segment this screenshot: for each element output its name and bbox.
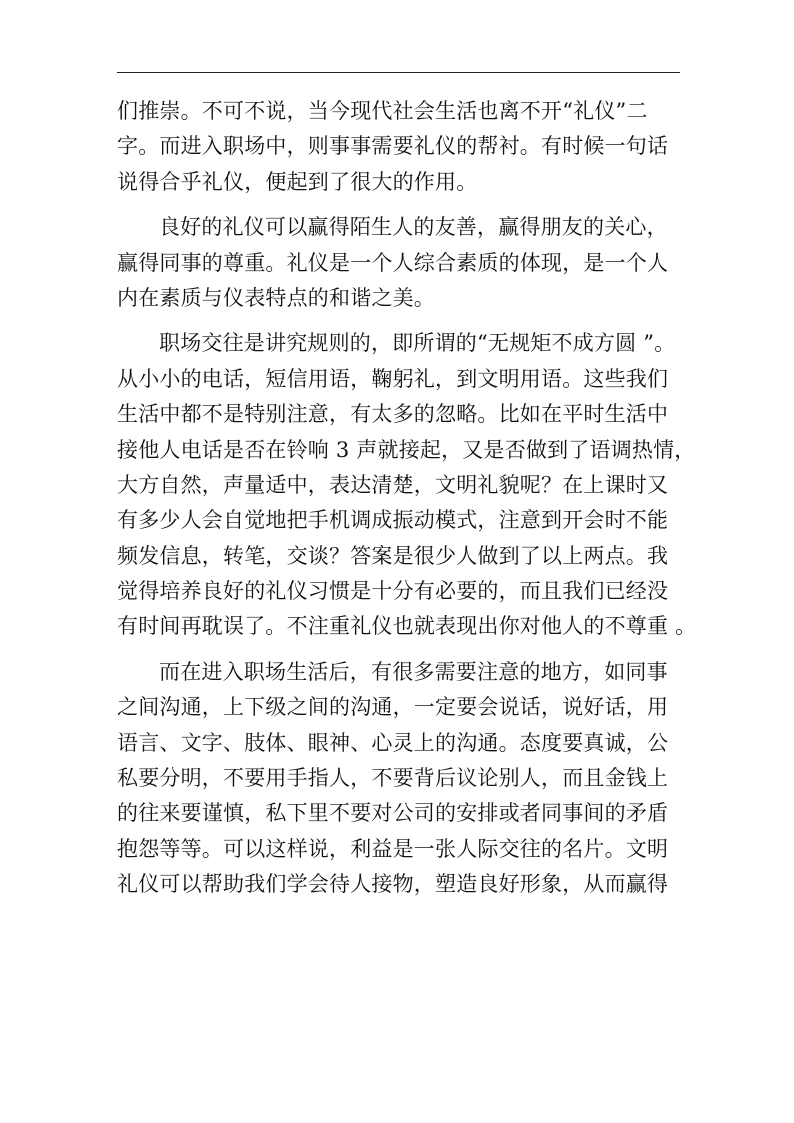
text-line: 礼仪可以帮助我们学会待人接物，塑造良好形象，从而赢得 bbox=[117, 872, 669, 897]
text-line: 语言、文字、肢体、眼神、心灵上的沟通。态度要真诚，公 bbox=[117, 730, 669, 755]
text-line: 内在素质与仪表特点的和谐之美。 bbox=[117, 285, 435, 310]
text-line: 私要分明，不要用手指人，不要背后议论别人，而且金钱上 bbox=[117, 766, 669, 791]
text-line: 字。而进入职场中，则事事需要礼仪的帮衬。有时候一句话 bbox=[117, 134, 669, 159]
text-line: 接他人电话是否在铃响 3 声就接起，又是否做到了语调热情， bbox=[117, 437, 696, 462]
paragraph-3 bbox=[117, 326, 697, 645]
paragraph-1 bbox=[117, 94, 685, 200]
text-line: 们推崇。不可不说，当今现代社会生活也离不开“礼仪”二 bbox=[117, 99, 648, 123]
text-line: 良好的礼仪可以赢得陌生人的友善，赢得朋友的关心， bbox=[159, 215, 668, 240]
text-line: 大方自然，声量适中，表达清楚，文明礼貌呢？在上课时又 bbox=[117, 472, 669, 497]
text-line: 有时间再耽误了。不注重礼仪也就表现出你对他人的不尊重 。 bbox=[117, 614, 697, 639]
text-line: 之间沟通，上下级之间的沟通，一定要会说话，说好话，用 bbox=[117, 695, 669, 720]
text-line: 说得合乎礼仪，便起到了很大的作用。 bbox=[117, 169, 478, 194]
text-line: 的往来要谨慎，私下里不要对公司的安排或者同事间的矛盾 bbox=[117, 801, 669, 826]
text-line: 生活中都不是特别注意，有太多的忽略。比如在平时生活中 bbox=[117, 402, 669, 427]
document-body bbox=[117, 94, 697, 913]
text-line: 职场交往是讲究规则的，即所谓的“无规矩不成方圆 ”。 bbox=[159, 331, 676, 356]
text-line: 从小小的电话，短信用语，鞠躬礼，到文明用语。这些我们 bbox=[117, 366, 669, 391]
paragraph-2 bbox=[117, 210, 685, 316]
header-rule bbox=[117, 72, 680, 73]
text-line: 而在进入职场生活后，有很多需要注意的地方，如同事 bbox=[159, 659, 668, 684]
paragraph-4 bbox=[117, 655, 685, 903]
text-line: 赢得同事的尊重。礼仪是一个人综合素质的体现，是一个人 bbox=[117, 250, 669, 275]
text-line: 抱怨等等。可以这样说，利益是一张人际交往的名片。文明 bbox=[117, 836, 669, 861]
text-line: 觉得培养良好的礼仪习惯是十分有必要的，而且我们已经没 bbox=[117, 579, 669, 604]
text-line: 频发信息，转笔，交谈？答案是很少人做到了以上两点。我 bbox=[117, 543, 669, 568]
text-line: 有多少人会自觉地把手机调成振动模式，注意到开会时不能 bbox=[117, 508, 669, 533]
